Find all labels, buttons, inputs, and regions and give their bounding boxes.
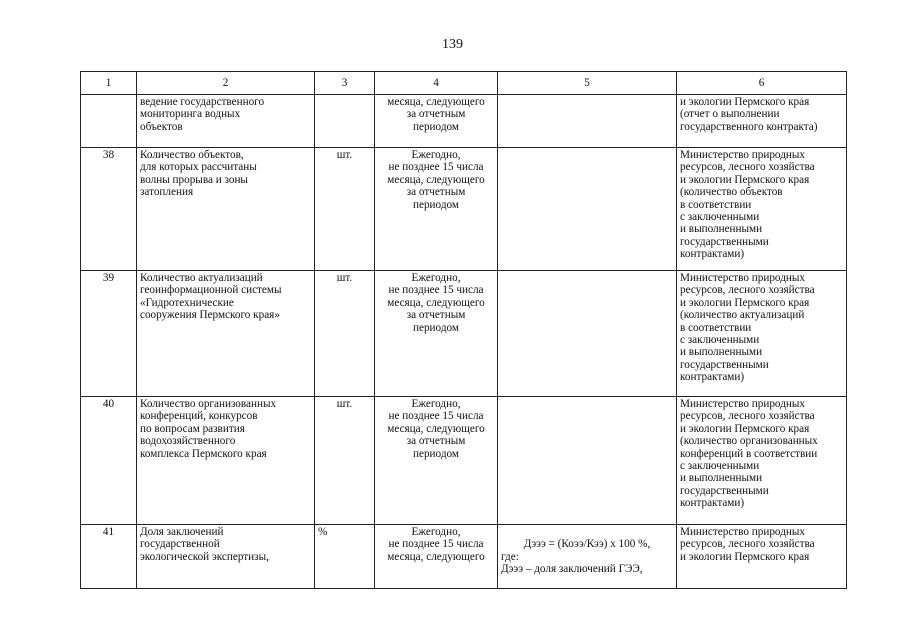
calculation-formula [498, 397, 677, 525]
table-header-row [81, 72, 847, 95]
reporting-frequency: Ежегодно, не позднее 15 числа месяца, следующего за отчетным периодом [375, 148, 498, 271]
indicator-name: ведение государственного мониторинга водных объектов [137, 95, 315, 148]
column-header-6: 6 [677, 72, 847, 95]
formula-expression: Дэээ = (Коээ/Кээ) х 100 %, [523, 538, 651, 551]
calculation-formula [498, 148, 677, 271]
calculation-formula [498, 95, 677, 148]
unit-of-measure-text: % [318, 526, 328, 538]
table-row [81, 95, 847, 148]
row-number [81, 525, 137, 589]
data-source-text: Министерство природных ресурсов, лесного хозяйства и экологии Пермского края [680, 526, 815, 563]
row-number: 39 [81, 271, 137, 397]
formula-block [501, 538, 673, 575]
calculation-formula [498, 271, 677, 397]
indicator-name-text: Доля заключений государственной экологической экспертизы, [140, 526, 269, 563]
indicator-name: Количество организованных конференций, конкурсов по вопросам развития водохозяйственного комплекса Пермского края [137, 397, 315, 525]
page-number: 139 [442, 37, 463, 52]
table-row [81, 148, 847, 271]
unit-of-measure [315, 525, 375, 589]
table-row [81, 271, 847, 397]
data-source: Министерство природных ресурсов, лесного хозяйства и экологии Пермского края (количество объектов в соответствии с заключенными и выполненными государственными контрактами) [677, 148, 847, 271]
indicators-table [80, 71, 847, 589]
column-header-4: 4 [375, 72, 498, 95]
reporting-frequency: Ежегодно, не позднее 15 числа месяца, следующего за отчетным периодом [375, 271, 498, 397]
row-number: 40 [81, 397, 137, 525]
reporting-frequency [375, 525, 498, 589]
row-number: 38 [81, 148, 137, 271]
reporting-frequency: месяца, следующего за отчетным периодом [375, 95, 498, 148]
unit-of-measure [315, 95, 375, 148]
column-header-3: 3 [315, 72, 375, 95]
reporting-frequency-text: Ежегодно, не позднее 15 числа месяца, следующего [387, 526, 485, 563]
column-header-2: 2 [137, 72, 315, 95]
unit-of-measure: шт. [315, 148, 375, 271]
data-source: и экологии Пермского края (отчет о выполнении государственного контракта) [677, 95, 847, 148]
unit-of-measure: шт. [315, 271, 375, 397]
indicator-name [137, 525, 315, 589]
reporting-frequency: Ежегодно, не позднее 15 числа месяца, следующего за отчетным периодом [375, 397, 498, 525]
calculation-formula [498, 525, 677, 589]
data-source: Министерство природных ресурсов, лесного хозяйства и экологии Пермского края (количество организованных конференций в соответствии с заключенными и выполненными государственными контрактами) [677, 397, 847, 525]
unit-of-measure: шт. [315, 397, 375, 525]
table-row [81, 525, 847, 589]
row-number-text: 41 [102, 526, 115, 538]
column-header-1: 1 [81, 72, 137, 95]
column-header-5: 5 [498, 72, 677, 95]
data-source: Министерство природных ресурсов, лесного хозяйства и экологии Пермского края (количество актуализаций в соответствии с заключенными и выполненными государственными контрактами) [677, 271, 847, 397]
indicator-name: Количество актуализаций геоинформационной системы «Гидротехнические сооружения Пермского края» [137, 271, 315, 397]
row-number [81, 95, 137, 148]
data-source [677, 525, 847, 589]
table-row [81, 397, 847, 525]
formula-explanation: где: Дэээ – доля заключений ГЭЭ, [501, 550, 643, 576]
indicator-name: Количество объектов, для которых рассчитаны волны прорыва и зоны затопления [137, 148, 315, 271]
